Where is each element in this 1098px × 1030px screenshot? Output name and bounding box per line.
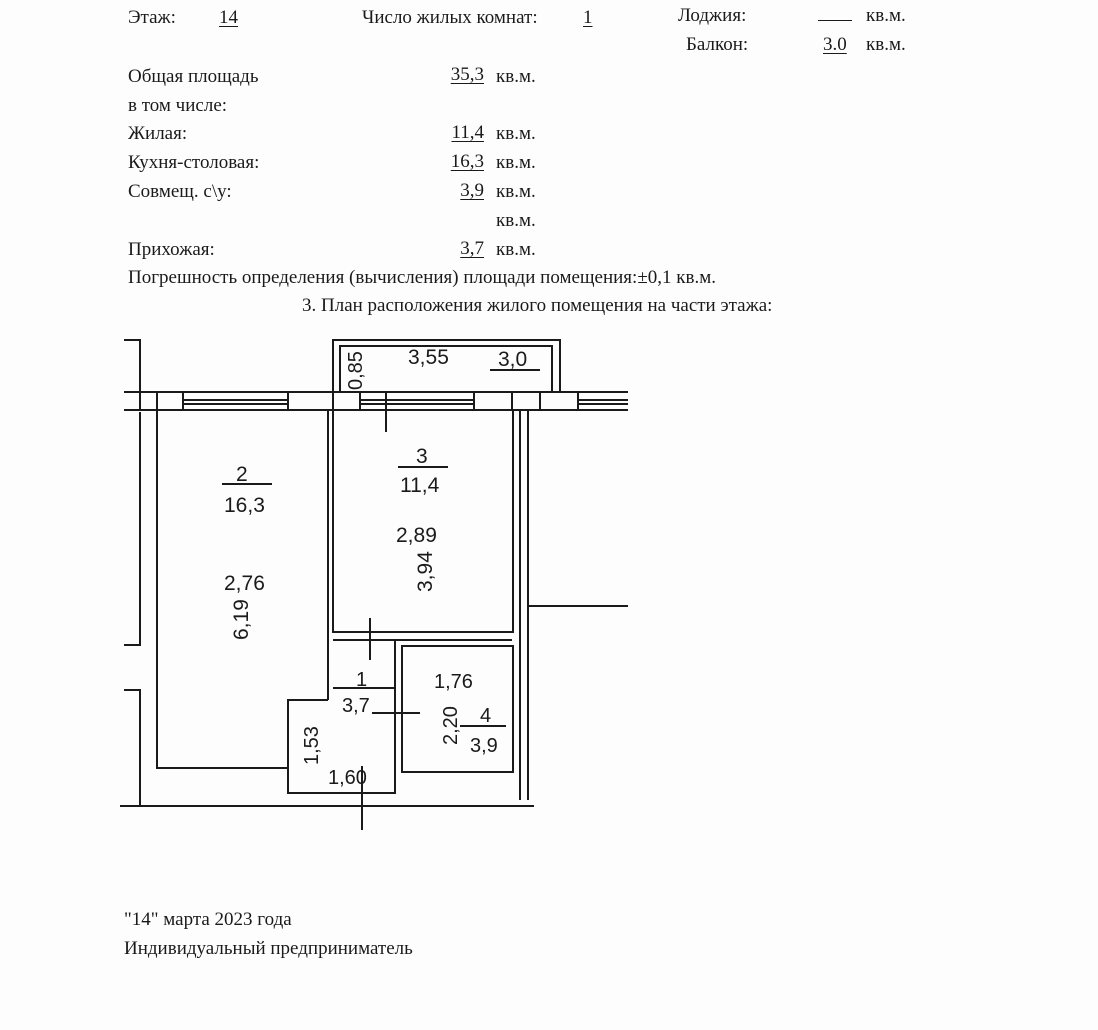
plan-section-title: 3. План расположения жилого помещения на части этажа: xyxy=(302,295,773,316)
room-4-number: 4 xyxy=(480,705,492,727)
room-1-number: 1 xyxy=(356,669,368,691)
balcony-unit: кв.м. xyxy=(866,34,906,55)
balcony-length-label: 3,55 xyxy=(408,346,449,369)
room-3-length: 3,94 xyxy=(414,551,437,592)
balcony-depth-label: 0,85 xyxy=(345,351,367,390)
room-2-number: 2 xyxy=(236,463,248,486)
room-4-width: 1,76 xyxy=(434,671,473,693)
kitchen-area-unit: кв.м. xyxy=(496,152,536,173)
room-3-width: 2,89 xyxy=(396,524,437,547)
room-4-length: 2,20 xyxy=(440,706,462,745)
kitchen-area-value: 16,3 xyxy=(450,151,484,172)
rooms-value: 1 xyxy=(583,7,593,28)
total-area-label: Общая площадь xyxy=(128,66,259,87)
balcony-value: 3.0 xyxy=(823,34,847,55)
balcony-area-label: 3,0 xyxy=(498,348,528,371)
total-area-unit: кв.м. xyxy=(496,66,536,87)
room-3-area: 11,4 xyxy=(400,474,440,497)
tolerance-note: Погрешность определения (вычисления) площади помещения:±0,1 кв.м. xyxy=(128,267,716,288)
empty-area-unit: кв.м. xyxy=(496,210,536,231)
room-2-width: 2,76 xyxy=(224,572,265,595)
room-1-length: 1,53 xyxy=(301,726,323,765)
hallway-area-value: 3,7 xyxy=(460,238,484,259)
hallway-area-label: Прихожая: xyxy=(128,239,215,260)
bathroom-area-label: Совмещ. с\у: xyxy=(128,181,232,202)
floor-value: 14 xyxy=(219,7,238,28)
room-2-length: 6,19 xyxy=(230,599,253,640)
hallway-area-unit: кв.м. xyxy=(496,239,536,260)
rooms-label: Число жилых комнат: xyxy=(362,7,538,28)
room-1-width: 1,60 xyxy=(328,767,367,789)
floor-label: Этаж: xyxy=(128,7,176,28)
loggia-unit: кв.м. xyxy=(866,5,906,26)
document-date: "14" марта 2023 года xyxy=(124,909,292,930)
room-4-area: 3,9 xyxy=(470,735,498,757)
plan-walls xyxy=(120,340,628,830)
kitchen-area-label: Кухня-столовая: xyxy=(128,152,260,173)
room-2-area: 16,3 xyxy=(224,494,265,517)
balcony-label: Балкон: xyxy=(686,34,749,55)
living-area-label: Жилая: xyxy=(128,123,188,144)
room-3-number: 3 xyxy=(416,445,428,468)
loggia-label: Лоджия: xyxy=(678,5,747,26)
total-area-value: 35,3 xyxy=(450,64,484,85)
bathroom-area-value: 3,9 xyxy=(460,180,484,201)
room-1-area: 3,7 xyxy=(342,695,370,717)
living-area-value: 11,4 xyxy=(451,122,484,143)
including-label: в том числе: xyxy=(128,95,228,116)
bathroom-area-unit: кв.м. xyxy=(496,181,536,202)
living-area-unit: кв.м. xyxy=(496,123,536,144)
signer-title: Индивидуальный предприниматель xyxy=(124,938,413,959)
